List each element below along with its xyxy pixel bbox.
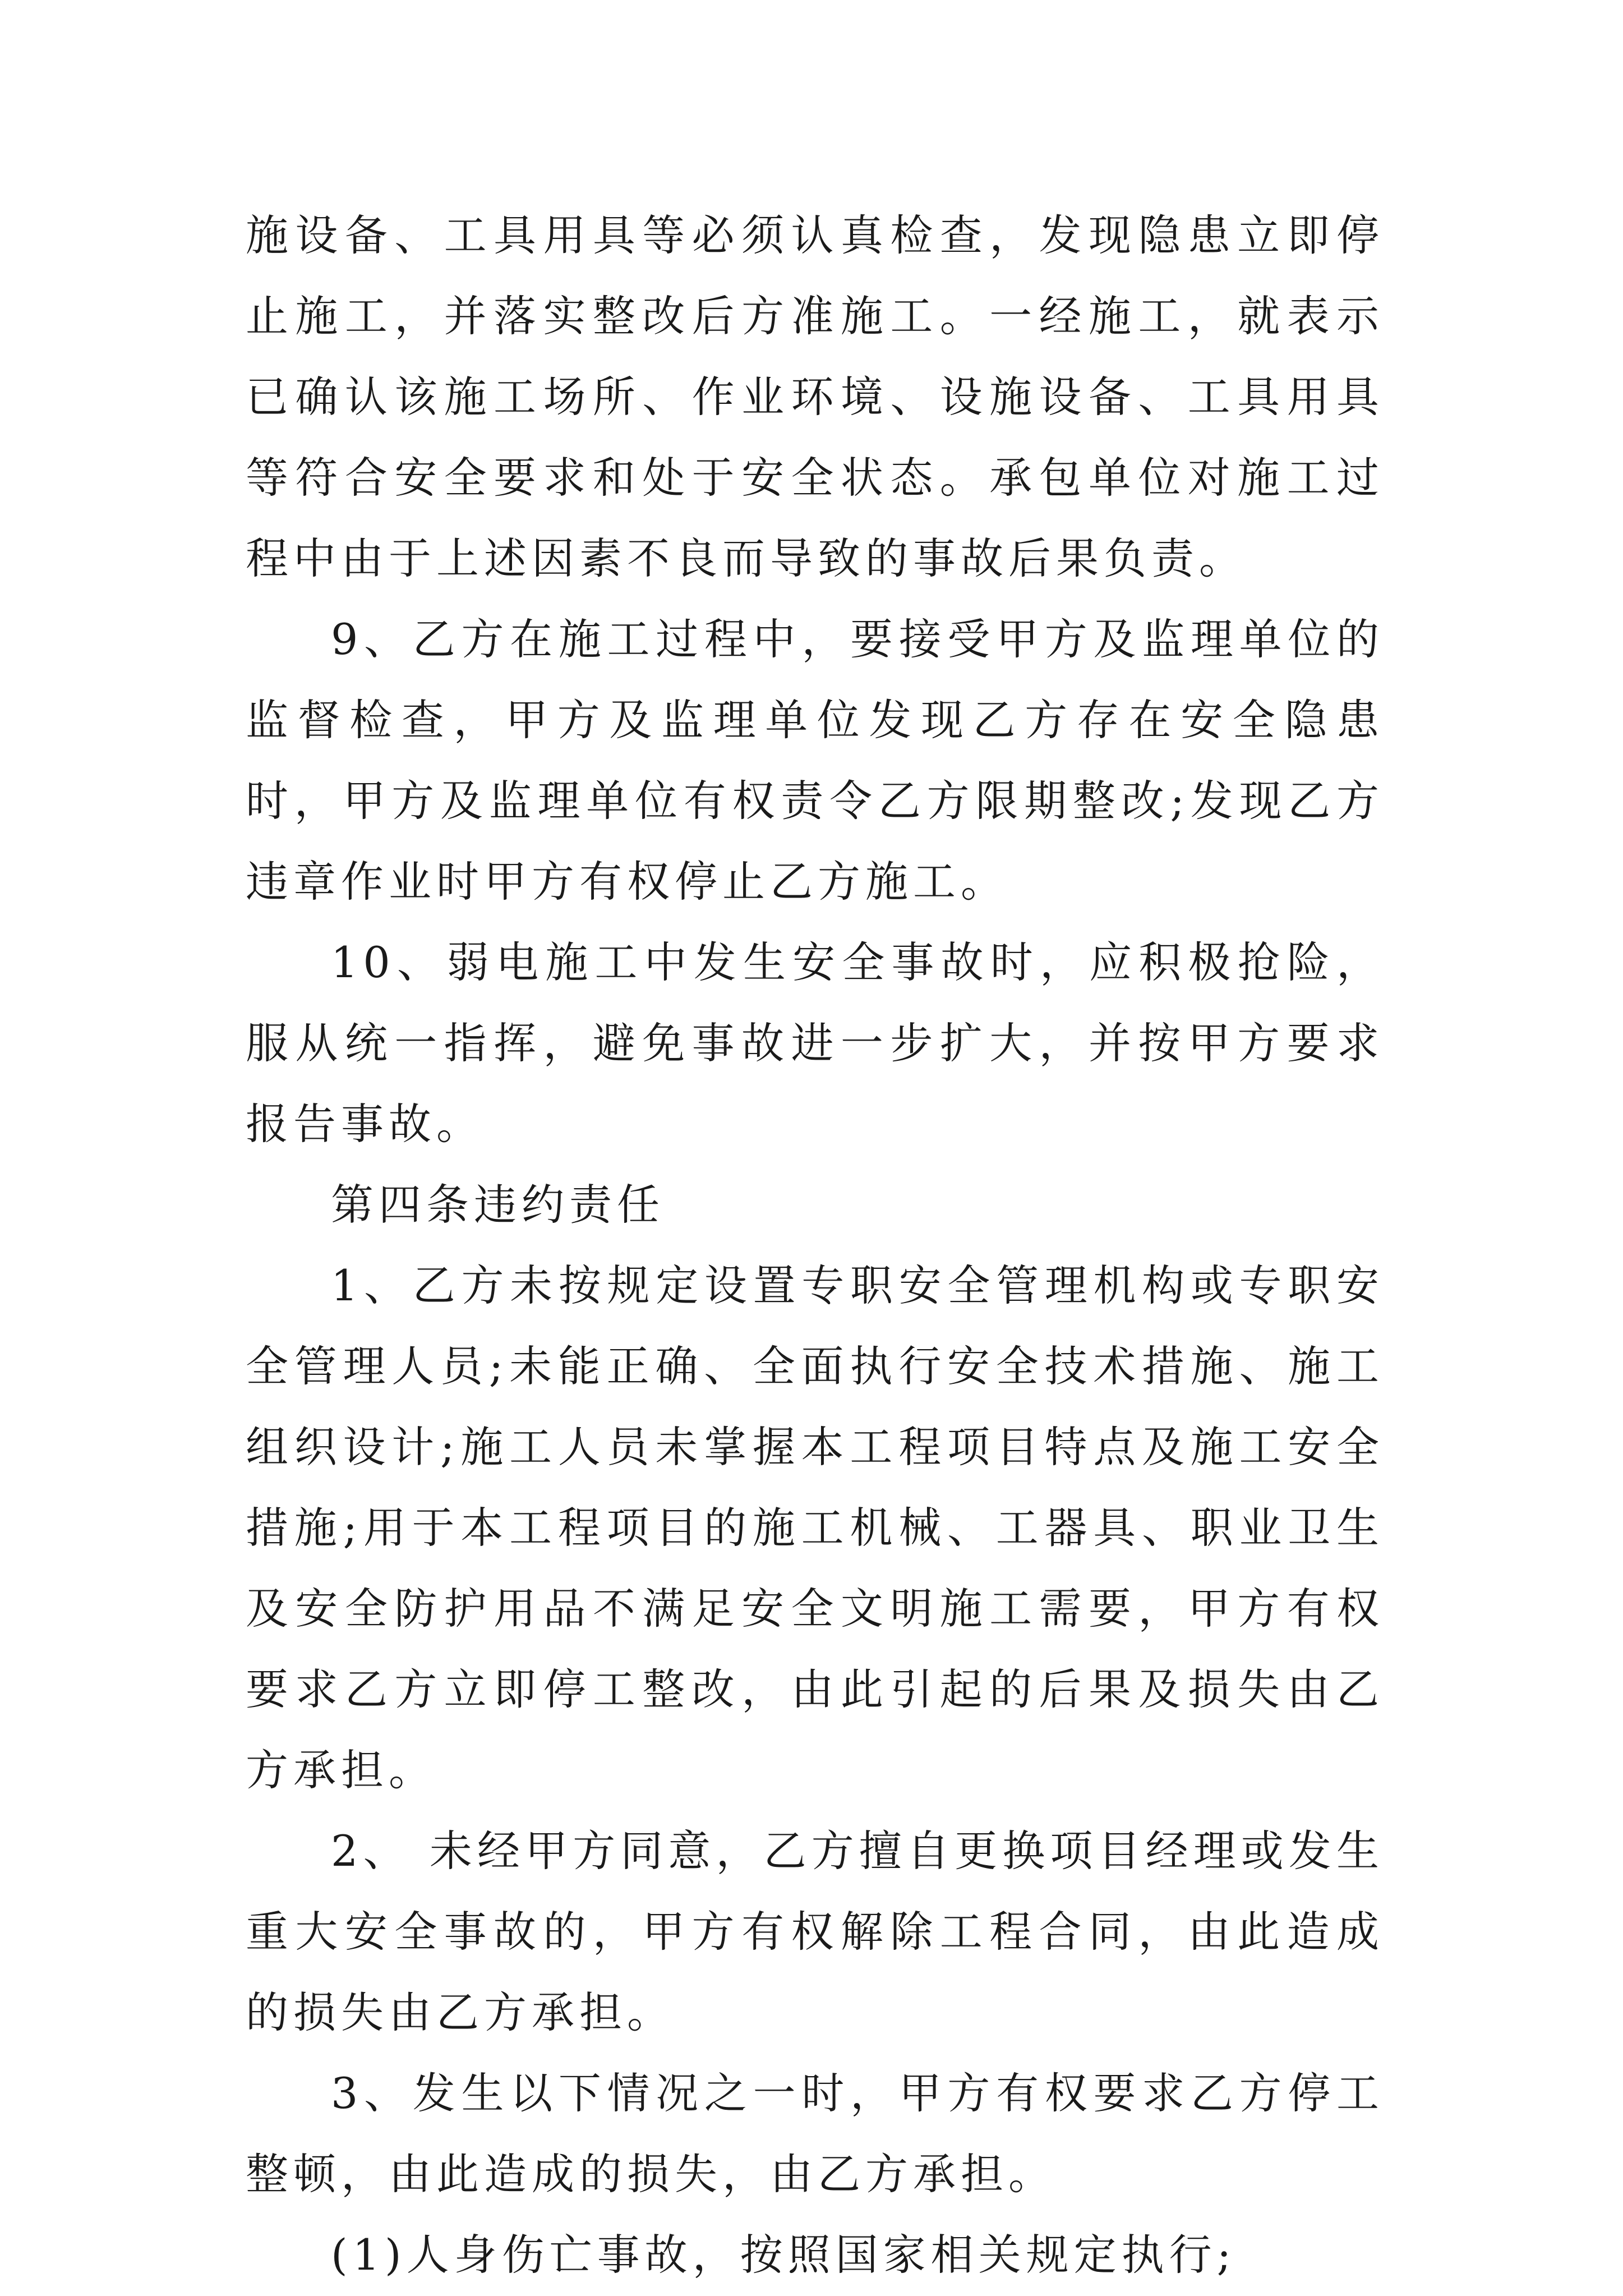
paragraph-sub-item-1: (1)人身伤亡事故，按照国家相关规定执行; — [331, 2230, 1237, 2280]
paragraph-item-10: 10、弱电施工中发生安全事故时，应积极抢险，服从统一指挥，避免事故进一步扩大，并按甲方要求报告事故。 — [246, 937, 1384, 1149]
paragraph-breach-item-2: 2、 未经甲方同意，乙方擅自更换项目经理或发生重大安全事故的，甲方有权解除工程合同，由此造成的损失由乙方承担。 — [246, 1826, 1384, 2037]
document-body — [246, 195, 1384, 2295]
paragraph-continuation: 施设备、工具用具等必须认真检查，发现隐患立即停止施工，并落实整改后方准施工。一经施工，就表示已确认该施工场所、作业环境、设施设备、工具用具等符合安全要求和处于安全状态。承包单位对施工过程中由于上述因素不良而导致的事故后果负责。 — [246, 210, 1384, 583]
section-heading-article-4: 第四条违约责任 — [331, 1180, 665, 1230]
paragraph-breach-item-3: 3、发生以下情况之一时，甲方有权要求乙方停工整顿，由此造成的损失，由乙方承担。 — [246, 2068, 1384, 2199]
paragraph-breach-item-1: 1、乙方未按规定设置专职安全管理机构或专职安全管理人员;未能正确、全面执行安全技术措施、施工组织设计;施工人员未掌握本工程项目特点及施工安全措施;用于本工程项目的施工机械、工器具、职业卫生及安全防护用品不满足安全文明施工需要，甲方有权要求乙方立即停工整改，由此引起的后果及损失由乙方承担。 — [246, 1260, 1384, 1795]
paragraph-item-9: 9、乙方在施工过程中，要接受甲方及监理单位的监督检查，甲方及监理单位发现乙方存在安全隐患时，甲方及监理单位有权责令乙方限期整改;发现乙方违章作业时甲方有权停止乙方施工。 — [246, 614, 1384, 907]
